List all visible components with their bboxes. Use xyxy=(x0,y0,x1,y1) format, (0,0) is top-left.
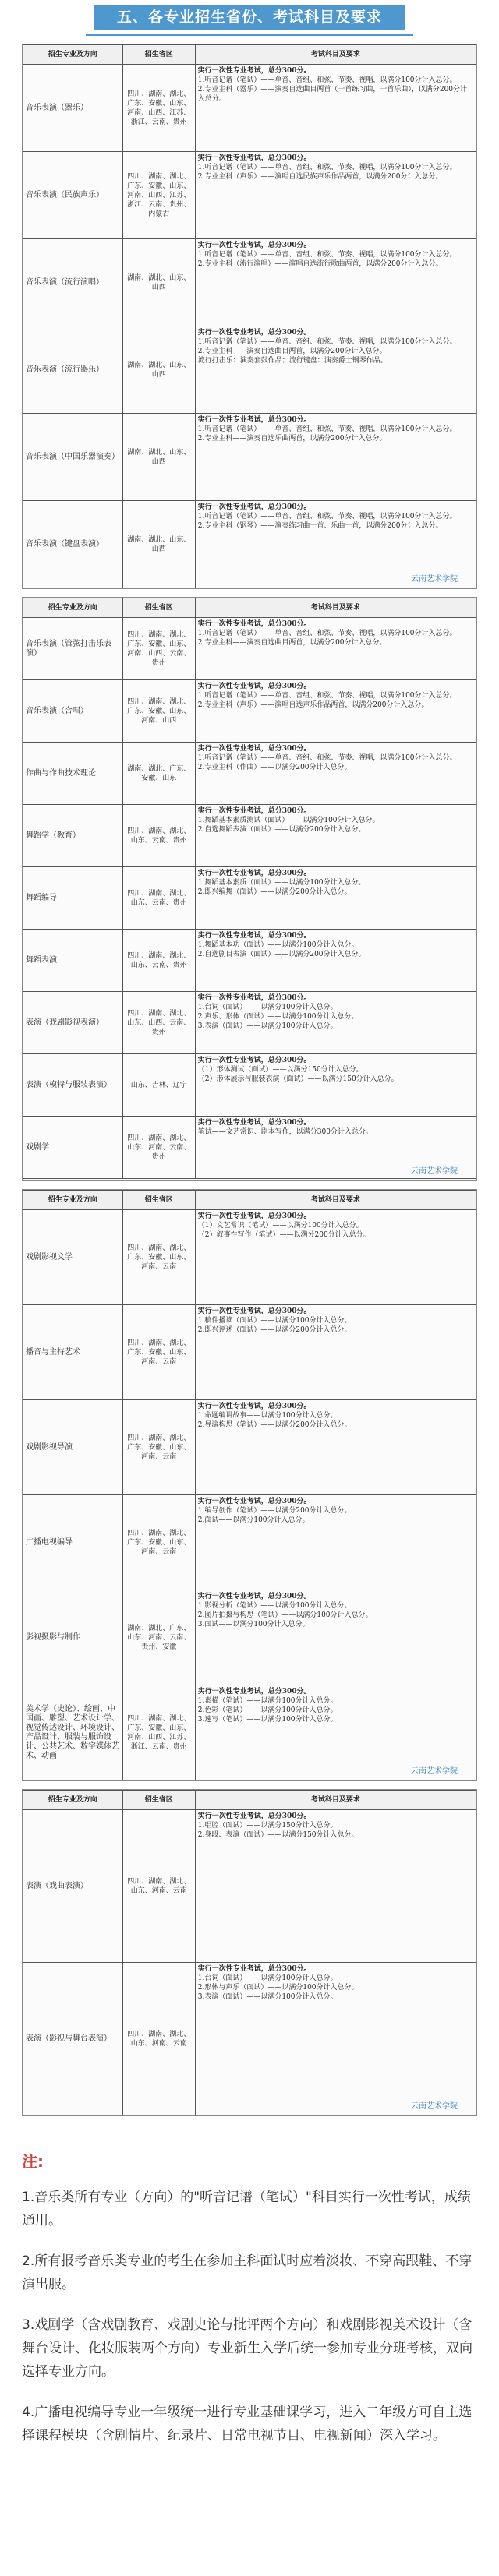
requirement-line: 1.舞蹈基本素质（面试）——以满分100分计入总分。 xyxy=(197,879,366,887)
requirement-line: 2.即兴编舞（面试）——以满分200分计入总分。 xyxy=(197,888,352,896)
requirement-line: 2.声乐、形体（面试）——以满分100分计入总分。 xyxy=(197,1013,359,1021)
province-list: 四川、湖南、湖北、山东、河南、云南、贵州 xyxy=(122,1117,195,1179)
requirement-line: （2）叙事性写作（笔试）——以满分200分计入总分。 xyxy=(197,1231,370,1239)
requirement-line: 实行一次性专业考试，总分300分。 xyxy=(197,1403,311,1410)
note-item-3: 3.戏剧学（含戏剧教育、戏剧史论与批评两个方向）和戏剧影视美术设计（含舞台设计、化妆服装两个方向）专业新生入学后统一参加专业分班考核，双向选择专业方向。 xyxy=(22,2317,472,2380)
requirement-line: 1.编导创作（笔试）——以满分200分计入总分。 xyxy=(197,1507,352,1515)
table-row xyxy=(23,992,476,1054)
header-requirement: 考试科目及要求 xyxy=(195,1791,476,1810)
major-name: 表演（戏剧影视表演） xyxy=(23,992,123,1054)
exam-table-sheet-2 xyxy=(22,597,477,1181)
requirement-line: 实行一次性专业考试，总分300分。 xyxy=(197,503,311,511)
exam-table xyxy=(23,1190,476,1780)
table-row xyxy=(23,501,476,588)
table-row xyxy=(23,1590,476,1685)
major-name: 戏剧影视导演 xyxy=(23,1400,123,1495)
province-list: 四川、湖南、湖北、广东、安徽、山东、河南、山西、江苏、浙江、云南、贵州 xyxy=(122,1685,195,1780)
table-row xyxy=(23,1305,476,1400)
requirement-cell xyxy=(195,65,476,152)
requirement-line: 1.台词（面试）——以满分100分计入总分。 xyxy=(197,1004,338,1011)
table-row xyxy=(23,930,476,992)
major-name: 舞蹈学（教育） xyxy=(23,805,123,867)
header-major: 招生专业及方向 xyxy=(23,598,123,618)
province-list: 四川、湖南、湖北、广东、安徽、山东、河南、云南 xyxy=(122,1305,195,1400)
table-row xyxy=(23,326,476,414)
table-row xyxy=(23,1054,476,1117)
header-requirement: 考试科目及要求 xyxy=(195,598,476,618)
major-name: 表演（模特与服装表演） xyxy=(23,1054,123,1117)
requirement-line: 实行一次性专业考试，总分300分。 xyxy=(197,67,311,75)
major-name: 音乐表演（流行器乐） xyxy=(23,326,123,414)
header-major: 招生专业及方向 xyxy=(23,1191,123,1210)
table-row xyxy=(23,1210,476,1305)
header-province: 招生省区 xyxy=(122,1191,195,1210)
requirement-line: 实行一次性专业考试，总分300分。 xyxy=(197,1498,311,1505)
province-list: 四川、湖南、湖北、山东、云南、贵州 xyxy=(122,867,195,930)
requirement-line: 1.影视分析（笔试）——以满分100分计入总分。 xyxy=(197,1602,352,1610)
requirement-line: 1.听音记谱（笔试）——单音、音组、和弦、节奏、视唱，以满分100分计入总分。 xyxy=(197,513,457,520)
province-list: 四川、湖南、湖北、广东、安徽、山东、河南、云南 xyxy=(122,1400,195,1495)
table-row xyxy=(23,867,476,930)
major-name: 播音与主持艺术 xyxy=(23,1305,123,1400)
requirement-line: 2.身段、表演（面试）——以满分150分计入总分。 xyxy=(197,1831,359,1839)
requirement-line: 1.听音记谱（笔试）——单音、音组、和弦、节奏、视唱，以满分100分计入总分。 xyxy=(197,164,457,171)
requirement-cell xyxy=(195,680,476,743)
requirement-line: 实行一次性专业考试，总分300分。 xyxy=(197,1688,311,1696)
exam-table xyxy=(23,44,476,588)
requirement-line: 2.形体与声乐（面试）——以满分100分计入总分。 xyxy=(197,1984,359,1992)
requirement-line: 1.听音记谱（笔试）——单音、音组、和弦、节奏、视唱，以满分100分计入总分。 xyxy=(197,338,457,346)
requirement-cell xyxy=(195,1810,476,1963)
province-list: 湖南、湖北、广东、山东、河南、云南、贵州、安徽 xyxy=(122,1590,195,1685)
header-province: 招生省区 xyxy=(122,45,195,65)
requirement-line: 2.专业主科（流行演唱）——演唱自选流行歌曲两首，以满分200分计入总分。 xyxy=(197,260,443,268)
requirement-line: 2.专业主科（声乐）——演唱自选民族声乐作品两首，以满分200分计入总分。 xyxy=(197,173,443,181)
major-name: 音乐表演（中国乐器演奏） xyxy=(23,414,123,501)
header-requirement: 考试科目及要求 xyxy=(195,1191,476,1210)
requirement-line: 实行一次性专业考试，总分300分。 xyxy=(197,745,311,753)
table-row xyxy=(23,414,476,501)
requirement-line: 1.舞蹈基本功（面试）——以满分100分计入总分。 xyxy=(197,941,359,949)
province-list: 山东、吉林、辽宁 xyxy=(122,1054,195,1117)
province-list: 湖南、湖北、山东、山西 xyxy=(122,239,195,326)
requirement-line: 实行一次性专业考试，总分300分。 xyxy=(197,416,311,424)
table-row xyxy=(23,1685,476,1780)
table-row xyxy=(23,805,476,867)
requirement-line: （2）形体展示与服装表演（面试）——以满分150分计入总分。 xyxy=(197,1075,398,1083)
requirement-line: 实行一次性专业考试，总分300分。 xyxy=(197,1212,311,1220)
watermark-text: 云南艺术学院 xyxy=(411,2102,458,2111)
notes-section xyxy=(22,2149,477,2465)
province-list: 湖南、湖北、山东、山西 xyxy=(122,414,195,501)
requirement-line: 2.专业主科（作曲）——以满分200分计入总分。 xyxy=(197,764,352,771)
requirement-line: 实行一次性专业考试，总分300分。 xyxy=(197,1119,311,1127)
requirement-line: 3.面试——以满分100分计入总分。 xyxy=(197,1621,310,1629)
requirement-cell xyxy=(195,618,476,680)
requirement-line: 2.专业主科——演奏自选曲目两首，以满分200分计入总分。 xyxy=(197,348,387,355)
requirement-cell xyxy=(195,239,476,326)
requirement-line: 2.自选剧目表演（面试）——以满分200分计入总分。 xyxy=(197,951,366,958)
requirement-line: 实行一次性专业考试，总分300分。 xyxy=(197,683,311,690)
requirement-line: 实行一次性专业考试，总分300分。 xyxy=(197,1965,311,1973)
requirement-cell xyxy=(195,1400,476,1495)
header-province: 招生省区 xyxy=(122,1791,195,1810)
requirement-line: 实行一次性专业考试，总分300分。 xyxy=(197,620,311,628)
requirement-cell xyxy=(195,1210,476,1305)
province-list: 四川、湖南、湖北、广东、安徽、山东、河南、山西、云南、贵州 xyxy=(122,618,195,680)
requirement-line: 实行一次性专业考试，总分300分。 xyxy=(197,242,311,249)
header-requirement: 考试科目及要求 xyxy=(195,45,476,65)
requirement-line: 2.即兴评述（面试）——以满分200分计入总分。 xyxy=(197,1326,352,1334)
province-list: 四川、湖南、湖北、山东、山西、云南、贵州 xyxy=(122,992,195,1054)
major-name: 作曲与作曲技术理论 xyxy=(23,743,123,805)
requirement-line: 3.表演（面试）——以满分100分计入总分。 xyxy=(197,1993,338,2001)
requirement-line: 3.表演（面试）——以满分100分计入总分。 xyxy=(197,1022,338,1030)
requirement-cell xyxy=(195,1054,476,1117)
requirement-line: 实行一次性专业考试，总分300分。 xyxy=(197,329,311,337)
major-name: 音乐表演（器乐） xyxy=(23,65,123,152)
requirement-line: 实行一次性专业考试，总分300分。 xyxy=(197,807,311,815)
requirement-line: 1.命题编讲故事——以满分100分计入总分。 xyxy=(197,1412,338,1420)
table-row xyxy=(23,743,476,805)
requirement-line: 流行打击乐：演奏套鼓作品；流行键盘：演奏爵士钢琴作品。 xyxy=(197,357,388,365)
requirement-line: 实行一次性专业考试，总分300分。 xyxy=(197,1593,311,1600)
requirement-cell xyxy=(195,743,476,805)
exam-table-sheet-3 xyxy=(22,1189,477,1781)
exam-table xyxy=(23,1790,476,2115)
major-name: 戏剧学 xyxy=(23,1117,123,1179)
requirement-line: （1）形体测试（面试）——以满分150分计入总分。 xyxy=(197,1066,363,1074)
requirement-line: 实行一次性专业考试，总分300分。 xyxy=(197,932,311,940)
table-row xyxy=(23,239,476,326)
watermark-text: 云南艺术学院 xyxy=(411,575,458,584)
major-name: 音乐表演（合唱） xyxy=(23,680,123,743)
major-name: 音乐表演（流行演唱） xyxy=(23,239,123,326)
requirement-line: 1.听音记谱（笔试）——单音、音组、和弦、节奏、视唱，以满分100分计入总分。 xyxy=(197,425,457,433)
requirement-line: 实行一次性专业考试，总分300分。 xyxy=(197,1307,311,1315)
table-row xyxy=(23,1963,476,2115)
province-list: 湖南、湖北、山东、山西 xyxy=(122,326,195,414)
requirement-line: 实行一次性专业考试，总分300分。 xyxy=(197,994,311,1002)
requirement-line: 实行一次性专业考试，总分300分。 xyxy=(197,870,311,877)
note-item-2: 2.所有报考音乐类专业的考生在参加主科面试时应着淡妆、不穿高跟鞋、不穿演出服。 xyxy=(22,2253,472,2292)
requirement-line: 实行一次性专业考试，总分300分。 xyxy=(197,154,311,162)
requirement-cell xyxy=(195,1495,476,1590)
major-name: 表演（影视与舞台表演） xyxy=(23,1963,123,2115)
major-name: 表演（戏曲表演） xyxy=(23,1810,123,1963)
province-list: 四川、湖南、湖北、山东、河南、云南 xyxy=(122,1963,195,2115)
requirement-cell xyxy=(195,1305,476,1400)
table-row xyxy=(23,680,476,743)
requirement-line: 1.听音记谱（笔试）——单音、音组、和弦、节奏、视唱，以满分100分计入总分。 xyxy=(197,630,457,637)
major-name: 音乐表演（民族声乐） xyxy=(23,152,123,239)
table-row xyxy=(23,1810,476,1963)
requirement-line: 实行一次性专业考试，总分300分。 xyxy=(197,1812,311,1820)
watermark-text: 云南艺术学院 xyxy=(411,1167,458,1176)
requirement-line: 实行一次性专业考试，总分300分。 xyxy=(197,1057,311,1064)
major-name: 音乐表演（键盘表演） xyxy=(23,501,123,588)
province-list: 四川、湖南、湖北、广东、安徽、山东、河南、山西、江苏、浙江、云南、贵州、内蒙古 xyxy=(122,152,195,239)
table-row xyxy=(23,618,476,680)
requirement-cell xyxy=(195,1963,476,2115)
notes-title: 注: xyxy=(22,2152,44,2171)
exam-table-sheet-4 xyxy=(22,1789,477,2116)
requirement-line: 2.面试——以满分100分计入总分。 xyxy=(197,1516,310,1524)
header-province: 招生省区 xyxy=(122,598,195,618)
requirement-cell xyxy=(195,414,476,501)
watermark-text: 云南艺术学院 xyxy=(411,1767,458,1776)
major-name: 影视摄影与制作 xyxy=(23,1590,123,1685)
requirement-cell xyxy=(195,326,476,414)
requirement-line: 1.听音记谱（笔试）——单音、音组、和弦、节奏、视唱，以满分100分计入总分。 xyxy=(197,692,457,700)
major-name: 戏剧影视文学 xyxy=(23,1210,123,1305)
requirement-line: 1.唱腔（面试）——以满分150分计入总分。 xyxy=(197,1822,338,1830)
table-row xyxy=(23,1117,476,1179)
requirement-line: 1.听音记谱（笔试）——单音、音组、和弦、节奏、视唱，以满分100分计入总分。 xyxy=(197,251,457,259)
requirement-cell xyxy=(195,930,476,992)
table-row xyxy=(23,1495,476,1590)
requirement-line: 1.台词（面试）——以满分100分计入总分。 xyxy=(197,1974,338,1982)
requirement-line: 3.速写（笔试）——以满分100分计入总分。 xyxy=(197,1716,338,1724)
province-list: 四川、湖南、湖北、山东、云南、贵州 xyxy=(122,805,195,867)
requirement-cell xyxy=(195,152,476,239)
major-name: 舞蹈编导 xyxy=(23,867,123,930)
requirement-cell xyxy=(195,1590,476,1685)
requirement-line: 2.自选舞蹈表演（面试）——以满分200分计入总分。 xyxy=(197,826,366,834)
requirement-line: 2.专业主科（器乐）——演奏自选曲目两首（一首练习曲，一首乐曲），以满分200分计入总分。 xyxy=(197,86,468,103)
note-item-4: 4.广播电视编导专业一年级统一进行专业基础课学习，进入二年级方可自主选择课程模块（含剧情片、纪录片、日常电视节目、电视新闻）深入学习。 xyxy=(22,2405,472,2444)
requirement-line: 2.专业主科——演奏自选乐曲两首，以满分200分计入总分。 xyxy=(197,435,387,443)
table-row xyxy=(23,65,476,152)
province-list: 湖南、湖北、山东、山西 xyxy=(122,501,195,588)
requirement-cell xyxy=(195,992,476,1054)
major-name: 舞蹈表演 xyxy=(23,930,123,992)
requirement-line: 2.图片拍摄与构思（笔试）——以满分100分计入总分。 xyxy=(197,1611,373,1619)
table-row xyxy=(23,152,476,239)
header-major: 招生专业及方向 xyxy=(23,45,123,65)
header-major: 招生专业及方向 xyxy=(23,1791,123,1810)
requirement-line: 2.专业主科（声乐）——演唱自选声乐作品两首，以满分200分计入总分。 xyxy=(197,701,429,709)
requirement-line: 1.素描（笔试）——以满分100分计入总分。 xyxy=(197,1697,338,1705)
province-list: 四川、湖南、湖北、山东、河南、云南 xyxy=(122,1810,195,1963)
section-title: 五、各专业招生省份、考试科目及要求 xyxy=(94,5,405,30)
province-list: 四川、湖南、湖北、广东、安徽、山东、河南、山西、江苏、浙江、云南、贵州 xyxy=(122,65,195,152)
requirement-line: 2.色彩（笔试）——以满分100分计入总分。 xyxy=(197,1706,338,1714)
major-name: 美术学（史论）、绘画、中国画、雕塑、艺术设计学、视觉传达设计、环境设计、产品设计、服装与服饰设计、公共艺术、数字媒体艺术、动画 xyxy=(23,1685,123,1780)
requirement-line: 1.稿件播读（面试）——以满分100分计入总分。 xyxy=(197,1317,352,1325)
province-list: 四川、湖南、湖北、广东、安徽、山东、河南、云南 xyxy=(122,1210,195,1305)
requirement-cell xyxy=(195,805,476,867)
province-list: 四川、湖南、湖北、广东、安徽、山东、河南、山西 xyxy=(122,680,195,743)
province-list: 四川、湖南、湖北、山东、云南、贵州 xyxy=(122,930,195,992)
province-list: 湖南、湖北、广东、安徽、山东 xyxy=(122,743,195,805)
requirement-line: 2.专业主科（钢琴）——演奏练习曲一首、乐曲一首，以满分200分计入总分。 xyxy=(197,522,443,530)
requirement-line: 1.舞蹈基本素质测试（面试）——以满分100分计入总分。 xyxy=(197,817,380,824)
title-underline xyxy=(86,34,413,36)
province-list: 四川、湖南、湖北、广东、安徽、山东、河南、云南 xyxy=(122,1495,195,1590)
exam-table-sheet-1 xyxy=(22,44,477,589)
major-name: 音乐表演（管弦打击乐表演） xyxy=(23,618,123,680)
requirement-line: 1.听音记谱（笔试）——单音、音组、和弦、节奏、视唱，以满分100分计入总分。 xyxy=(197,76,457,84)
requirement-line: （1）文艺常识（笔试）——以满分100分计入总分。 xyxy=(197,1222,363,1230)
banner xyxy=(0,0,499,41)
requirement-cell xyxy=(195,867,476,930)
table-row xyxy=(23,1400,476,1495)
requirement-line: 1.听音记谱（笔试）——单音、音组、和弦、节奏、视唱，以满分100分计入总分。 xyxy=(197,754,457,762)
major-name: 广播电视编导 xyxy=(23,1495,123,1590)
exam-table xyxy=(23,598,476,1179)
requirement-line: 2.专业主科——演奏自选曲目两首，以满分200分计入总分。 xyxy=(197,639,387,647)
requirement-line: 笔试——文艺常识、剧本写作，以满分300分计入总分。 xyxy=(197,1128,373,1136)
note-item-1: 1.音乐类所有专业（方向）的"听音记谱（笔试）"科目实行一次性考试，成绩通用。 xyxy=(22,2190,471,2228)
requirement-line: 2.导演构思（笔试）——以满分200分计入总分。 xyxy=(197,1421,352,1429)
